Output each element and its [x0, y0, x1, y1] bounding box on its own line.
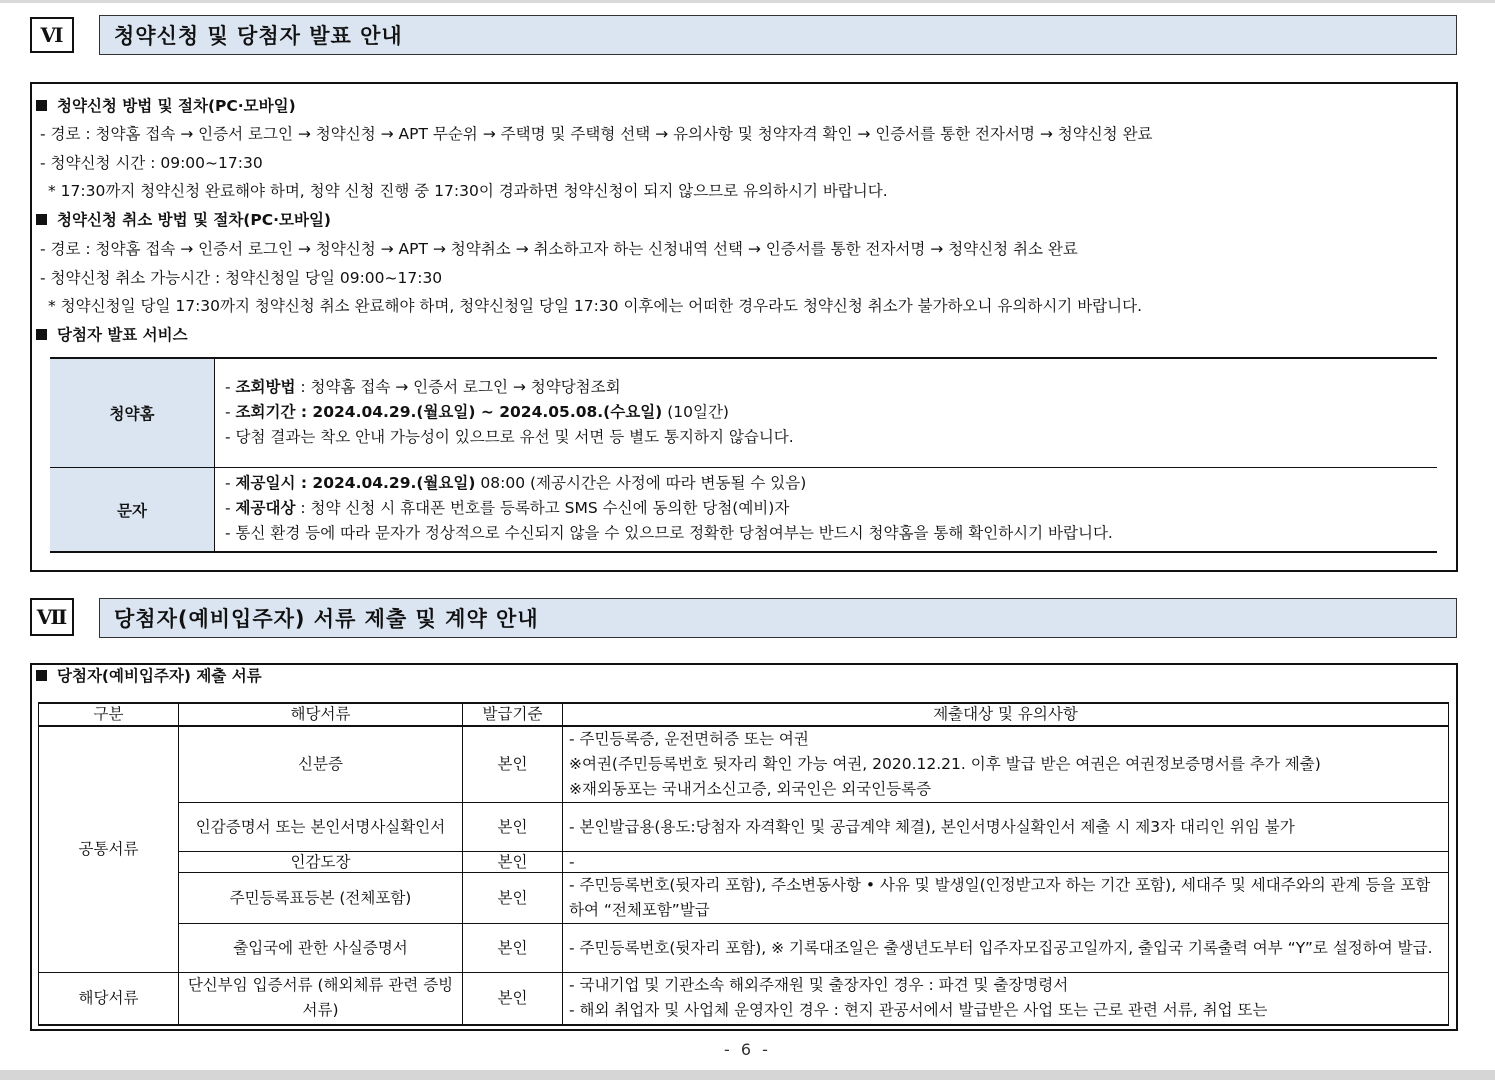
- notes-cell: - 국내기업 및 기관소속 해외주재원 및 출장자인 경우 : 파견 및 출장명령서 - 해외 취업자 및 사업체 운영자인 경우 : 현지 관공서에서 발급받은 사업 또는 근로 관련 서류, 취업 또는: [563, 973, 1449, 1025]
- apply-heading: 청약신청 방법 및 절차(PC·모바일): [36, 96, 296, 116]
- doc-cell: 신분증: [179, 726, 463, 803]
- announcement-service-table: [50, 357, 1437, 553]
- documents-table: [38, 702, 1449, 1026]
- section-6-title: 청약신청 및 당첨자 발표 안내: [99, 15, 1457, 55]
- table-row: [39, 973, 1449, 1025]
- service-line: - 통신 환경 등에 따라 문자가 정상적으로 수신되지 않을 수 있으므로 정확한 당첨여부는 반드시 청약홈을 통해 확인하시기 바랍니다.: [225, 524, 1113, 542]
- square-bullet-icon: [36, 670, 47, 681]
- table-header-row: [39, 703, 1449, 726]
- service-line: - 제공대상 : 청약 신청 시 휴대폰 번호를 등록하고 SMS 수신에 동의한 당첨(예비)자: [225, 499, 790, 517]
- square-bullet-icon: [36, 100, 47, 111]
- table-row: [39, 873, 1449, 924]
- apply-time: - 청약신청 시간 : 09:00~17:30: [40, 154, 263, 172]
- section-6-number: Ⅵ: [30, 17, 74, 53]
- notes-cell: - 주민등록증, 운전면허증 또는 여권 ※여권(주민등록번호 뒷자리 확인 가능 여권, 2020.12.21. 이후 발급 받은 여권은 여권정보증명서를 추가 제출) ※재외동포는 국내거소신고증, 외국인은 외국인등록증: [563, 726, 1449, 803]
- basis-cell: 본인: [463, 852, 563, 873]
- service-row-cheongyakhome: [50, 359, 1437, 467]
- service-label: 청약홈: [50, 359, 215, 467]
- square-bullet-icon: [36, 329, 47, 340]
- basis-cell: 본인: [463, 873, 563, 924]
- square-bullet-icon: [36, 214, 47, 225]
- table-row: [39, 803, 1449, 852]
- group-cell: 해당서류: [39, 973, 179, 1025]
- cancel-heading: 청약신청 취소 방법 및 절차(PC·모바일): [36, 210, 331, 230]
- basis-cell: 본인: [463, 726, 563, 803]
- service-line: - 당첨 결과는 착오 안내 가능성이 있으므로 유선 및 서면 등 별도 통지하지 않습니다.: [225, 428, 794, 446]
- service-body: [215, 468, 1437, 551]
- doc-cell: 주민등록표등본 (전체포함): [179, 873, 463, 924]
- docs-heading: 당첨자(예비입주자) 제출 서류: [36, 666, 262, 686]
- service-line: - 조회기간 : 2024.04.29.(월요일) ~ 2024.05.08.(수요일) (10일간): [225, 403, 729, 421]
- page-number: - 6 -: [724, 1040, 771, 1059]
- service-body: [215, 359, 1437, 467]
- notes-cell: -: [563, 852, 1449, 873]
- column-header: 제출대상 및 유의사항: [563, 703, 1449, 726]
- apply-route: - 경로 : 청약홈 접속 → 인증서 로그인 → 청약신청 → APT 무순위 → 주택명 및 주택형 선택 → 유의사항 및 청약자격 확인 → 인증서를 통한 전자서명 → 청약신청 완료: [40, 125, 1153, 143]
- table-row: [39, 924, 1449, 973]
- cancel-time: - 청약신청 취소 가능시간 : 청약신청일 당일 09:00~17:30: [40, 269, 443, 287]
- doc-cell: 단신부임 입증서류 (해외체류 관련 증빙서류): [179, 973, 463, 1025]
- service-line: - 조회방법 : 청약홈 접속 → 인증서 로그인 → 청약당첨조회: [225, 378, 621, 396]
- doc-cell: 출입국에 관한 사실증명서: [179, 924, 463, 973]
- service-row-sms: [50, 467, 1437, 551]
- doc-cell: 인감증명서 또는 본인서명사실확인서: [179, 803, 463, 852]
- top-border: [0, 0, 1495, 3]
- service-heading: 당첨자 발표 서비스: [36, 325, 188, 345]
- cancel-note: * 청약신청일 당일 17:30까지 청약신청 취소 완료해야 하며, 청약신청일 당일 17:30 이후에는 어떠한 경우라도 청약신청 취소가 불가하오니 유의하시기 바랍니다.: [48, 297, 1143, 315]
- notes-cell: - 본인발급용(용도:당첨자 자격확인 및 공급계약 체결), 본인서명사실확인서 제출 시 제3자 대리인 위임 불가: [563, 803, 1449, 852]
- notes-cell: - 주민등록번호(뒷자리 포함), 주소변동사항 • 사유 및 발생일(인정받고자 하는 기간 포함), 세대주 및 세대주와의 관계 등을 포함하여 “전체포함”발급: [563, 873, 1449, 924]
- basis-cell: 본인: [463, 973, 563, 1025]
- column-header: 발급기준: [463, 703, 563, 726]
- table-row: [39, 726, 1449, 803]
- apply-note: * 17:30까지 청약신청 완료해야 하며, 청약 신청 진행 중 17:30이 경과하면 청약신청이 되지 않으므로 유의하시기 바랍니다.: [48, 182, 888, 200]
- cancel-route: - 경로 : 청약홈 접속 → 인증서 로그인 → 청약신청 → APT → 청약취소 → 취소하고자 하는 신청내역 선택 → 인증서를 통한 전자서명 → 청약신청 취소 완료: [40, 240, 1078, 258]
- table-row: [39, 852, 1449, 873]
- section-7-number: Ⅶ: [30, 598, 74, 636]
- section-7-title: 당첨자(예비입주자) 서류 제출 및 계약 안내: [99, 598, 1457, 638]
- column-header: 해당서류: [179, 703, 463, 726]
- bottom-band: [0, 1070, 1495, 1080]
- notes-cell: - 주민등록번호(뒷자리 포함), ※ 기록대조일은 출생년도부터 입주자모집공고일까지, 출입국 기록출력 여부 “Y”로 설정하여 발급.: [563, 924, 1449, 973]
- service-line: - 제공일시 : 2024.04.29.(월요일) 08:00 (제공시간은 사정에 따라 변동될 수 있음): [225, 474, 807, 492]
- group-cell: 공통서류: [39, 726, 179, 973]
- doc-cell: 인감도장: [179, 852, 463, 873]
- basis-cell: 본인: [463, 924, 563, 973]
- service-label: 문자: [50, 468, 215, 551]
- basis-cell: 본인: [463, 803, 563, 852]
- column-header: 구분: [39, 703, 179, 726]
